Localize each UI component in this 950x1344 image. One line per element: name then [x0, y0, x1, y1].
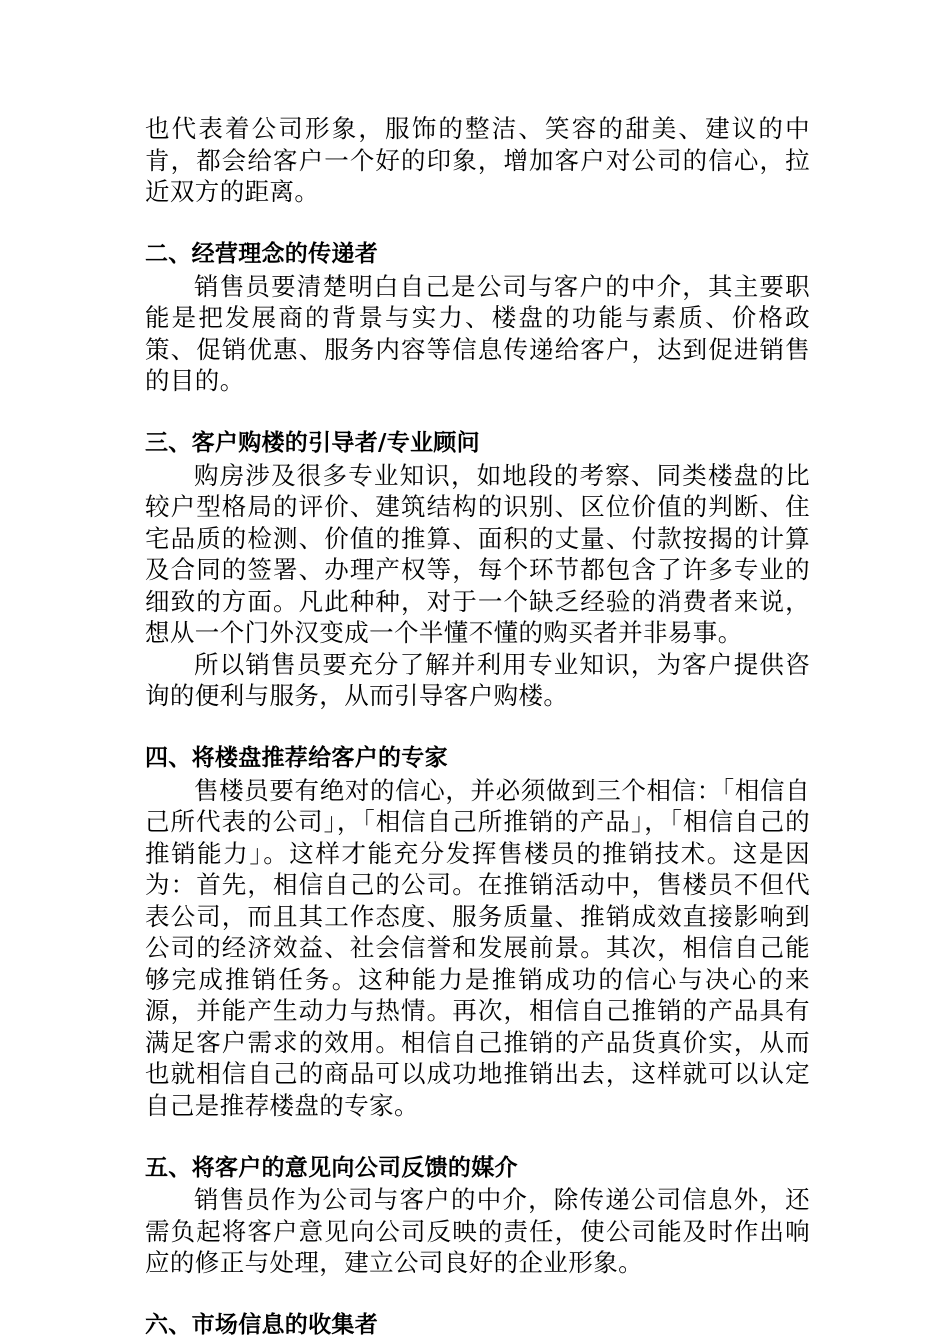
section-heading: 四、将楼盘推荐给客户的专家 — [145, 745, 448, 771]
section-6 — [145, 1310, 810, 1342]
section-paragraph: 销售员要清楚明白自己是公司与客户的中介，其主要职能是把发展商的背景与实力、楼盘的功能与素质、价格政策、促销优惠、服务内容等信息传递给客户，达到促进销售的目的。 — [145, 271, 810, 395]
section-3 — [145, 428, 810, 712]
section-4 — [145, 743, 810, 1121]
section-heading: 六、市场信息的收集者 — [145, 1312, 378, 1338]
intro-paragraph: 也代表着公司形象，服饰的整洁、笑容的甜美、建议的中肯，都会给客户一个好的印象，增加客户对公司的信心，拉近双方的距离。 — [145, 114, 810, 206]
section-5 — [145, 1153, 810, 1279]
section-heading: 二、经营理念的传递者 — [145, 241, 378, 267]
section-heading: 五、将客户的意见向公司反馈的媒介 — [145, 1154, 518, 1181]
section-2 — [145, 239, 810, 397]
section-paragraph: 所以销售员要充分了解并利用专业知识，为客户提供咨询的便利与服务，从而引导客户购楼。 — [145, 649, 810, 710]
section-heading: 三、客户购楼的引导者/专业顾问 — [145, 430, 480, 456]
section-paragraph: 销售员作为公司与客户的中介，除传递公司信息外，还需负起将客户意见向公司反映的责任，使公司能及时作出响应的修正与处理，建立公司良好的企业形象。 — [145, 1185, 810, 1277]
document-page — [145, 113, 810, 1342]
section-paragraph: 购房涉及很多专业知识，如地段的考察、同类楼盘的比较户型格局的评价、建筑结构的识别、区位价值的判断、住宅品质的检测、价值的推算、面积的丈量、付款按揭的计算及合同的签署、办理产权等，每个环节都包含了许多专业的细致的方面。凡此种种，对于一个缺乏经验的消费者来说，想从一个门外汉变成一个半懂不懂的购买者并非易事。 — [145, 460, 810, 647]
section-paragraph: 售楼员要有绝对的信心，并必须做到三个相信：「相信自己所代表的公司」，「相信自己所推销的产品」，「相信自己的推销能力」。这样才能充分发挥售楼员的推销技术。这是因为：首先，相信自己的公司。在推销活动中，售楼员不但代表公司，而且其工作态度、服务质量、推销成效直接影响到公司的经济效益、社会信誉和发展前景。其次，相信自己能够完成推销任务。这种能力是推销成功的信心与决心的来源，并能产生动力与热情。再次，相信自己推销的产品具有满足客户需求的效用。相信自己推销的产品货真价实，从而也就相信自己的商品可以成功地推销出去，这样就可以认定自己是推荐楼盘的专家。 — [145, 775, 810, 1120]
